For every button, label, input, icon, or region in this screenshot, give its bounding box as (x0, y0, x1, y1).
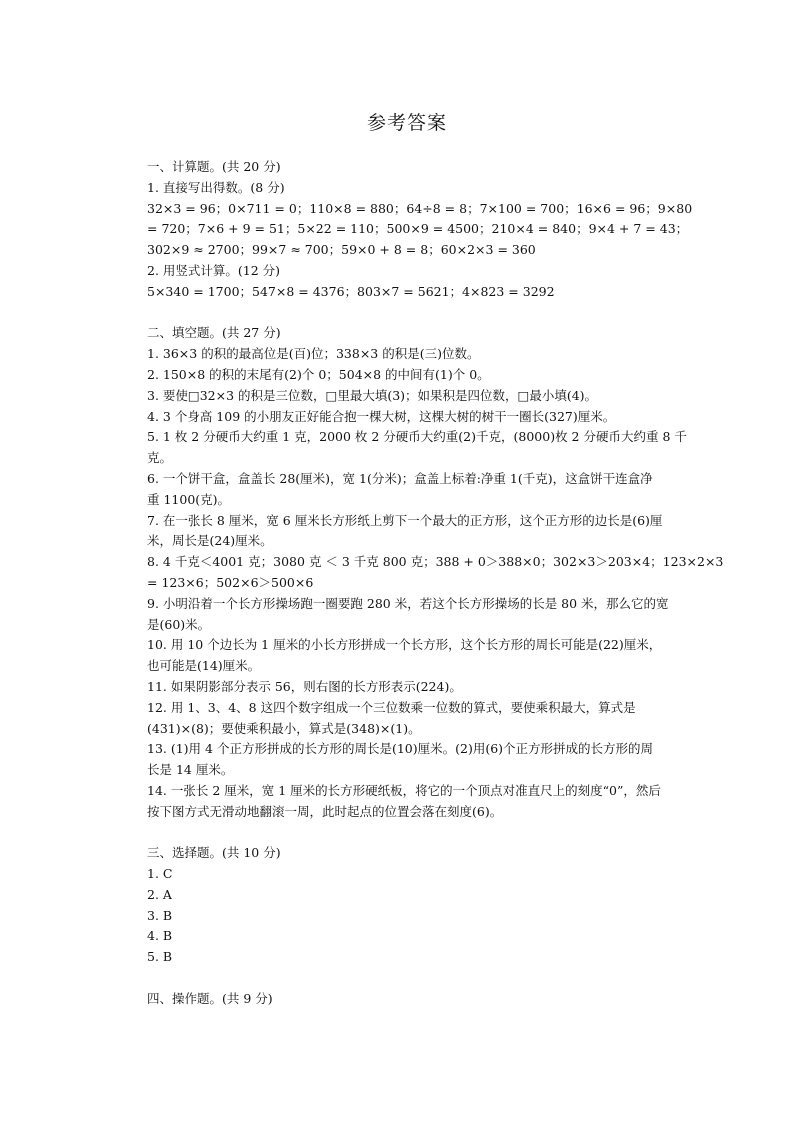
section-1-q1-line: = 720；7×6 + 9 = 51；5×22 = 110；500×9 = 4500；210×4 = 840；9×4 + 7 = 43； (147, 221, 689, 237)
section-1-q1-line: 302×9 ≈ 2700；99×7 ≈ 700；59×0 + 8 = 8；60×2×3 = 360 (147, 242, 536, 258)
section-1-q2-line: 5×340 = 1700；547×8 = 4376；803×7 = 5621；4×823 = 3292 (147, 283, 555, 299)
section-2-line: 米，周长是(24)厘米。 (147, 533, 273, 549)
section-2-line: 按下图方式无滑动地翻滚一周，此时起点的位置会落在刻度(6)。 (147, 803, 503, 819)
section-2-line: 9. 小明沿着一个长方形操场跑一圈要跑 280 米，若这个长方形操场的长是 80 米，那么它的宽 (147, 595, 669, 611)
section-2-line: 克。 (147, 450, 173, 466)
section-3-answer: 5. B (147, 949, 173, 965)
section-2-line: (431)×(8)；要使乘积最小，算式是(348)×(1)。 (147, 720, 421, 736)
section-4-heading: 四、操作题。(共 9 分) (147, 990, 273, 1006)
section-gap (147, 823, 717, 844)
section-2-line: 也可能是(14)厘米。 (147, 658, 261, 674)
section-2-line: 是(60)米。 (147, 616, 211, 632)
page-title: 参考答案 (366, 112, 447, 134)
section-1-q2-title: 2. 用竖式计算。(12 分) (147, 262, 281, 278)
section-2-line: 7. 在一张长 8 厘米，宽 6 厘米长方形纸上剪下一个最大的正方形，这个正方形的边长是(6)厘 (147, 512, 663, 528)
section-gap (147, 303, 717, 324)
section-2-line: 重 1100(克)。 (147, 491, 231, 507)
section-2-heading: 二、填空题。(共 27 分) (147, 325, 281, 341)
section-3-answer: 3. B (147, 907, 173, 923)
section-2-line: 2. 150×8 的积的末尾有(2)个 0；504×8 的中间有(1)个 0。 (147, 366, 490, 382)
section-2-line: 1. 36×3 的积的最高位是(百)位；338×3 的积是(三)位数。 (147, 346, 480, 362)
section-3-answer: 2. A (147, 886, 172, 902)
section-2-line: 14. 一张长 2 厘米，宽 1 厘米的长方形硬纸板，将它的一个顶点对准直尺上的刻度“0”，然后 (147, 782, 661, 798)
section-2-line: 长是 14 厘米。 (147, 762, 234, 778)
section-2-line: 4. 3 个身高 109 的小朋友正好能合抱一棵大树，这棵大树的树干一圈长(327)厘米。 (147, 408, 616, 424)
section-1-q1-line: 32×3 = 96；0×711 = 0；110×8 = 880；64÷8 = 8；7×100 = 700；16×6 = 96；9×80 (147, 200, 693, 216)
section-3-answer: 1. C (147, 866, 173, 882)
section-2-line: 12. 用 1、3、4、8 这四个数字组成一个三位数乘一位数的算式，要使乘积最大，算式是 (147, 699, 636, 715)
section-1-q1-title: 1. 直接写出得数。(8 分) (147, 179, 285, 195)
section-3-answer: 4. B (147, 928, 173, 944)
section-2-line: 10. 用 10 个边长为 1 厘米的小长方形拼成一个长方形，这个长方形的周长可能是(22)厘米， (147, 637, 662, 653)
section-2-line: 11. 如果阴影部分表示 56，则右图的长方形表示(224)。 (147, 678, 462, 694)
answer-content (147, 157, 724, 1010)
section-2-line: 6. 一个饼干盒，盒盖长 28(厘米)，宽 1(分米)；盒盖上标着:净重 1(千克)，这盒饼干连盒净 (147, 470, 653, 486)
section-2-line: 5. 1 枚 2 分硬币大约重 1 克，2000 枚 2 分硬币大约重(2)千克，(8000)枚 2 分硬币大约重 8 千 (147, 429, 687, 445)
section-2-line: 8. 4 千克＜4001 克；3080 克 ＜ 3 千克 800 克；388 + 0＞388×0；302×3＞203×4；123×2×3 (147, 554, 724, 570)
section-3-heading: 三、选择题。(共 10 分) (147, 845, 281, 861)
section-2-line: 3. 要使□32×3 的积是三位数，□里最大填(3)；如果积是四位数，□最小填(4)。 (147, 387, 598, 403)
section-1-heading: 一、计算题。(共 20 分) (147, 159, 281, 174)
section-2-line: = 123×6；502×6＞500×6 (147, 574, 314, 590)
section-2-line: 13. (1)用 4 个正方形拼成的长方形的周长是(10)厘米。(2)用(6)个正方形拼成的长方形的周 (147, 741, 654, 757)
section-gap (147, 968, 717, 989)
